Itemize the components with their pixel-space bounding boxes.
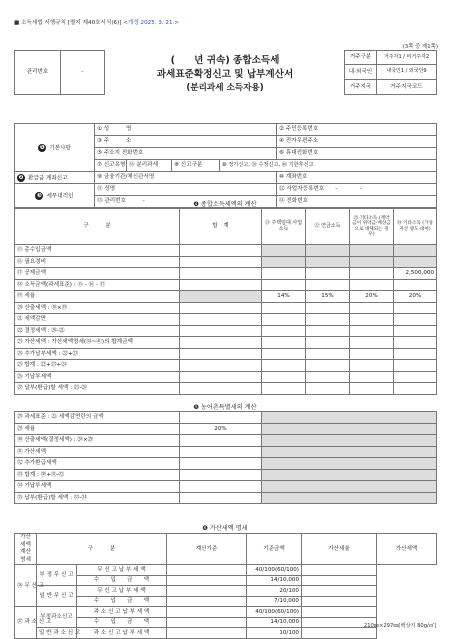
row-label: ㉗ 납부(환급)할 세액 : ㉕-㉖ bbox=[15, 383, 180, 395]
table-row bbox=[15, 412, 437, 424]
tax-agent-label: ❸ 세무대리인 bbox=[15, 184, 95, 208]
sub-kind: 부 정 무 신 고 bbox=[37, 565, 77, 586]
total-cell[interactable] bbox=[180, 256, 262, 268]
value-cell-a[interactable] bbox=[262, 279, 306, 291]
col-pension: ㉒ 연금소득 bbox=[306, 209, 350, 245]
value-cell-a[interactable] bbox=[262, 348, 306, 360]
agent-bizno-field[interactable]: ⑫ 사업자등록번호 - - bbox=[277, 184, 437, 196]
residency-options[interactable]: 거주자1 / 비거주자2 bbox=[377, 51, 437, 65]
agent-phone-field[interactable]: ⑭ 전화번호 bbox=[277, 196, 437, 208]
amount-cell[interactable] bbox=[167, 575, 247, 586]
row-label: ㉔ 추가납부세액 : ㉒+㉓ bbox=[15, 348, 180, 360]
table-row bbox=[15, 291, 437, 303]
tax-cell[interactable] bbox=[302, 586, 377, 597]
value-cell-a[interactable] bbox=[262, 256, 306, 268]
value-cell-c[interactable] bbox=[350, 360, 394, 372]
value-cell-b[interactable] bbox=[306, 314, 350, 326]
country-code[interactable]: 거주지국코드 bbox=[377, 80, 437, 95]
amount-cell[interactable] bbox=[167, 607, 247, 618]
value-cell-c[interactable] bbox=[350, 325, 394, 337]
col-rental: ㉑ 주택임대 사업소득 bbox=[262, 209, 306, 245]
row-label: ㉒ 결정세액 : ⑳-㉑ bbox=[15, 325, 180, 337]
table-row bbox=[15, 360, 437, 372]
amount-cell[interactable] bbox=[167, 596, 247, 607]
row-label: ⑯ 필요경비 bbox=[15, 256, 180, 268]
regulation-note bbox=[14, 18, 179, 26]
nationality-options[interactable]: 내국인1 / 외국인9 bbox=[377, 65, 437, 80]
basic-info-label: ❶ 기본사항 bbox=[15, 124, 95, 172]
value-cell-c[interactable] bbox=[350, 314, 394, 326]
value-cell-d[interactable] bbox=[394, 348, 437, 360]
table-row bbox=[15, 565, 437, 576]
value-cell-a[interactable] bbox=[262, 314, 306, 326]
value-cell-c[interactable] bbox=[350, 245, 394, 257]
value-cell[interactable]: 20% bbox=[180, 423, 262, 435]
rate-cell: 40/100(60/100) bbox=[247, 607, 302, 618]
section4-title: ❹ 종합소득세액의 계산 bbox=[193, 201, 257, 208]
value-cell-a[interactable] bbox=[262, 383, 306, 395]
blank-cell bbox=[262, 423, 437, 435]
group-nofile: ㊱ 무 신 고 bbox=[15, 565, 37, 607]
col-other-penalty: ㉓ 기타소득 (계약금이 위약금·배상금으로 대체되는 경우) bbox=[350, 209, 394, 245]
table-row bbox=[15, 245, 437, 257]
amount-cell[interactable] bbox=[167, 586, 247, 597]
paper-spec: 210㎜×297㎜[백상지 80g/㎡] bbox=[363, 623, 436, 629]
col-other-crypto: ㉔ 기타소득 (가상자산 양도·대여) bbox=[394, 209, 437, 245]
rural-tax-table bbox=[14, 411, 437, 504]
sub-kind: 일 반 과 소 신 고 bbox=[37, 628, 77, 639]
value-cell[interactable] bbox=[180, 458, 262, 470]
blank-cell bbox=[262, 412, 437, 424]
table-row bbox=[15, 279, 437, 291]
basic-info-table bbox=[14, 123, 437, 208]
table-row bbox=[15, 469, 437, 481]
nationality-label: 내·외국인 bbox=[345, 65, 377, 80]
group-underreport: ㊲ 과 소 신 고 bbox=[15, 607, 37, 639]
value-cell-a[interactable] bbox=[262, 337, 306, 349]
table-row bbox=[15, 337, 437, 349]
table-row bbox=[15, 256, 437, 268]
blank-cell bbox=[262, 458, 437, 470]
mgmt-value: - bbox=[61, 51, 105, 95]
residency-label: 거주구분 bbox=[345, 51, 377, 65]
value-cell-a[interactable] bbox=[262, 360, 306, 372]
address-field[interactable]: ③ 주 소 bbox=[95, 136, 277, 148]
value-cell[interactable] bbox=[180, 412, 262, 424]
value-cell-b[interactable] bbox=[306, 348, 350, 360]
penalty-col-basis: 계산기준 bbox=[167, 534, 247, 565]
value-cell-b[interactable] bbox=[306, 302, 350, 314]
table-row bbox=[15, 492, 437, 504]
rate-cell: 14/10,000 bbox=[247, 575, 302, 586]
value-cell[interactable] bbox=[180, 481, 262, 493]
amount-cell[interactable] bbox=[167, 565, 247, 576]
col-total: 합 계 bbox=[180, 209, 262, 245]
section6-title: ❻ 가산세액 명세 bbox=[202, 525, 248, 532]
value-cell[interactable] bbox=[180, 492, 262, 504]
penalty-col-rate: 가산세율 bbox=[302, 534, 377, 565]
table-row bbox=[15, 348, 437, 360]
table-row bbox=[15, 596, 437, 607]
value-cell-d[interactable]: 20% bbox=[394, 291, 437, 303]
form-title-line1: ( 년 귀속) 종합소득세 bbox=[170, 55, 280, 66]
table-row bbox=[15, 481, 437, 493]
value-cell-d[interactable] bbox=[394, 279, 437, 291]
row-label: ⑱ 소득금액(과세표준) : ⑮ - ⑯ - ⑰ bbox=[15, 279, 180, 291]
total-cell[interactable] bbox=[180, 314, 262, 326]
penalty-col-tax: 가산세액 bbox=[377, 534, 437, 565]
report-type-option[interactable]: ⑯ 분리과세 bbox=[127, 160, 172, 172]
value-cell-c[interactable] bbox=[350, 302, 394, 314]
bank-name-field[interactable]: ⑨ 금융기관/체신관서명 bbox=[95, 172, 277, 184]
total-cell[interactable] bbox=[180, 279, 262, 291]
total-cell[interactable] bbox=[180, 383, 262, 395]
total-cell[interactable] bbox=[180, 325, 262, 337]
value-cell-d[interactable] bbox=[394, 371, 437, 383]
tax-cell[interactable] bbox=[302, 565, 377, 576]
sub-kind: 부정과소신고 bbox=[37, 607, 77, 628]
value-cell-d[interactable] bbox=[394, 325, 437, 337]
row-label: ㉑ 세액감면 bbox=[15, 314, 180, 326]
value-cell-b[interactable] bbox=[306, 371, 350, 383]
row-label: ⑰ 공제금액 bbox=[15, 268, 180, 280]
penalty-col-amount: 기준금액 bbox=[247, 534, 302, 565]
email-field[interactable]: ④ 전자우편주소 bbox=[277, 136, 437, 148]
value-cell-c[interactable] bbox=[350, 383, 394, 395]
total-cell[interactable] bbox=[180, 302, 262, 314]
amount-cell[interactable] bbox=[167, 617, 247, 628]
value-cell-d[interactable] bbox=[394, 256, 437, 268]
col-kind: 구 분 bbox=[15, 209, 180, 245]
value-cell-b[interactable] bbox=[306, 325, 350, 337]
total-cell[interactable] bbox=[180, 268, 262, 280]
row-label: ⑳ 산출세액 : ⑱×⑲ bbox=[15, 302, 180, 314]
value-cell-b[interactable] bbox=[306, 360, 350, 372]
form-title-line2: 과세표준확정신고 및 납부계산서 bbox=[156, 69, 294, 80]
value-cell-b[interactable] bbox=[306, 245, 350, 257]
value-cell-a[interactable] bbox=[262, 302, 306, 314]
table-row bbox=[15, 586, 437, 597]
table-row bbox=[15, 268, 437, 280]
total-cell bbox=[180, 291, 262, 303]
row-label: ㉙ 세율 bbox=[15, 423, 180, 435]
table-row bbox=[15, 575, 437, 586]
table-row bbox=[15, 371, 437, 383]
tax-cell[interactable] bbox=[302, 607, 377, 618]
blank-cell bbox=[262, 481, 437, 493]
blank-cell bbox=[262, 492, 437, 504]
value-cell-b[interactable] bbox=[306, 256, 350, 268]
row-label: ㉕ 합계 : ㉒+㉓+㉔ bbox=[15, 360, 180, 372]
value-cell-d[interactable] bbox=[394, 337, 437, 349]
value-cell-c[interactable] bbox=[350, 279, 394, 291]
table-row bbox=[15, 325, 437, 337]
row-label: ㉓ 가산세액 : 가산세액명세(㉞~㊶)의 합계금액 bbox=[15, 337, 180, 349]
basis-cell: 무 신 고 납 부 세 액 bbox=[77, 586, 167, 597]
value-cell-a[interactable]: 14% bbox=[262, 291, 306, 303]
form-title-line3: (분리과세 소득자용) bbox=[186, 83, 264, 93]
basis-cell: 과 소 신 고 납 부 세 액 bbox=[77, 607, 167, 618]
total-cell[interactable] bbox=[180, 245, 262, 257]
value-cell[interactable] bbox=[180, 446, 262, 458]
account-number-field[interactable]: ⑩ 계좌번호 bbox=[277, 172, 437, 184]
row-label: ⑮ 총수입금액 bbox=[15, 245, 180, 257]
value-cell-c[interactable] bbox=[350, 348, 394, 360]
value-cell-a[interactable] bbox=[262, 268, 306, 280]
rate-cell: 7/10,000 bbox=[247, 596, 302, 607]
row-label: ㉝ 합계 : ㉚+㉛-㉜ bbox=[15, 469, 180, 481]
value-cell-a[interactable] bbox=[262, 325, 306, 337]
row-label: ㉞ 기납부세액 bbox=[15, 481, 180, 493]
resident-number-field[interactable]: ② 주민등록번호 bbox=[277, 124, 437, 136]
table-row bbox=[15, 607, 437, 618]
mobile-phone-field[interactable]: ⑥ 휴대전화번호 bbox=[277, 148, 437, 160]
mgmt-label: 관리번호 bbox=[15, 51, 61, 95]
rate-cell: 10/100 bbox=[247, 628, 302, 639]
rate-cell: 40/100(60/100) bbox=[247, 565, 302, 576]
value-cell[interactable] bbox=[180, 469, 262, 481]
table-row bbox=[15, 458, 437, 470]
home-phone-field[interactable]: ⑤ 주소지 전화번호 bbox=[95, 148, 277, 160]
row-label: ⑲ 세율 bbox=[15, 291, 180, 303]
value-cell-d[interactable] bbox=[394, 245, 437, 257]
total-cell[interactable] bbox=[180, 371, 262, 383]
row-label: ㉛ 가산세액 bbox=[15, 446, 180, 458]
report-type-label: ⑦ 신고유형 bbox=[95, 160, 127, 172]
regulation-text: ■ 소득세법 시행규칙 [별지 제40호서식(6)] bbox=[14, 20, 122, 26]
total-cell[interactable] bbox=[180, 348, 262, 360]
value-cell-b[interactable] bbox=[306, 279, 350, 291]
tax-cell[interactable] bbox=[302, 596, 377, 607]
agent-mgmt-field[interactable]: ⑬ 관리번호 - bbox=[95, 196, 277, 208]
basis-cell: 과 소 신 고 납 부 세 액 bbox=[77, 628, 167, 639]
total-cell[interactable] bbox=[180, 360, 262, 372]
amount-cell[interactable] bbox=[167, 628, 247, 639]
row-label: ㉜ 추가환급세액 bbox=[15, 458, 180, 470]
blank-cell bbox=[262, 435, 437, 447]
table-row bbox=[15, 446, 437, 458]
table-row bbox=[15, 314, 437, 326]
penalty-side-label: 가산세액계산명세 bbox=[15, 534, 37, 565]
value-cell-d[interactable] bbox=[394, 314, 437, 326]
value-cell-b[interactable] bbox=[306, 383, 350, 395]
value-cell-d[interactable] bbox=[394, 302, 437, 314]
value-cell-a[interactable] bbox=[262, 245, 306, 257]
table-row bbox=[15, 423, 437, 435]
value-cell-b[interactable] bbox=[306, 268, 350, 280]
row-label: ㉚ 산출세액(결정세액) : ㉘×㉙ bbox=[15, 435, 180, 447]
refund-account-label: ❷ 환급금 계좌신고 bbox=[15, 172, 95, 184]
row-label: ㉟ 납부(환급)할 세액 : ㉝-㉞ bbox=[15, 492, 180, 504]
value-cell-c[interactable] bbox=[350, 371, 394, 383]
penalty-col-kind: 구 분 bbox=[37, 534, 167, 565]
value-cell-a[interactable] bbox=[262, 371, 306, 383]
agent-name-field[interactable]: ⑪ 성명 bbox=[95, 184, 277, 196]
report-kind-options[interactable]: ⑩ 정기신고, ⑳ 수정신고, ㊵ 기한후신고 bbox=[220, 160, 437, 172]
basis-cell: 무 신 고 납 부 세 액 bbox=[77, 565, 167, 576]
value-cell-b[interactable]: 15% bbox=[306, 291, 350, 303]
report-kind-label: ⑧ 신고구분 bbox=[172, 160, 220, 172]
value-cell-d[interactable]: 2,500,000 bbox=[394, 268, 437, 280]
page-indicator: (3쪽 중 제1쪽) bbox=[402, 44, 438, 50]
name-field[interactable]: ① 성 명 bbox=[95, 124, 277, 136]
country-label: 거주지국 bbox=[345, 80, 377, 95]
value-cell-d[interactable] bbox=[394, 360, 437, 372]
value-cell-c[interactable] bbox=[350, 337, 394, 349]
value-cell-c[interactable] bbox=[350, 268, 394, 280]
tax-cell[interactable] bbox=[302, 575, 377, 586]
tax-cell[interactable] bbox=[302, 628, 377, 639]
rate-cell: 20/100 bbox=[247, 586, 302, 597]
blank-cell bbox=[262, 446, 437, 458]
table-row bbox=[15, 628, 437, 639]
sub-kind: 일 반 무 신 고 bbox=[37, 586, 77, 607]
value-cell[interactable] bbox=[180, 435, 262, 447]
revision-text: <개정 2025. 3. 21.> bbox=[123, 20, 180, 26]
table-row bbox=[15, 383, 437, 395]
row-label: ㉖ 기납부세액 bbox=[15, 371, 180, 383]
basis-cell: 수 입 금 액 bbox=[77, 596, 167, 607]
rate-cell: 14/10,000 bbox=[247, 617, 302, 628]
table-row bbox=[15, 302, 437, 314]
value-cell-b[interactable] bbox=[306, 337, 350, 349]
table-row bbox=[15, 435, 437, 447]
value-cell-c[interactable]: 20% bbox=[350, 291, 394, 303]
value-cell-c[interactable] bbox=[350, 256, 394, 268]
blank-cell bbox=[262, 469, 437, 481]
income-tax-table bbox=[14, 208, 437, 395]
row-label: ㉘ 과세표준 : ㉑ 세액감면란의 금액 bbox=[15, 412, 180, 424]
basis-cell: 수 입 금 액 bbox=[77, 575, 167, 586]
basis-cell: 수 입 금 액 bbox=[77, 617, 167, 628]
total-cell[interactable] bbox=[180, 337, 262, 349]
section5-title: ❺ 농어촌특별세의 계산 bbox=[193, 404, 257, 411]
value-cell-d[interactable] bbox=[394, 383, 437, 395]
